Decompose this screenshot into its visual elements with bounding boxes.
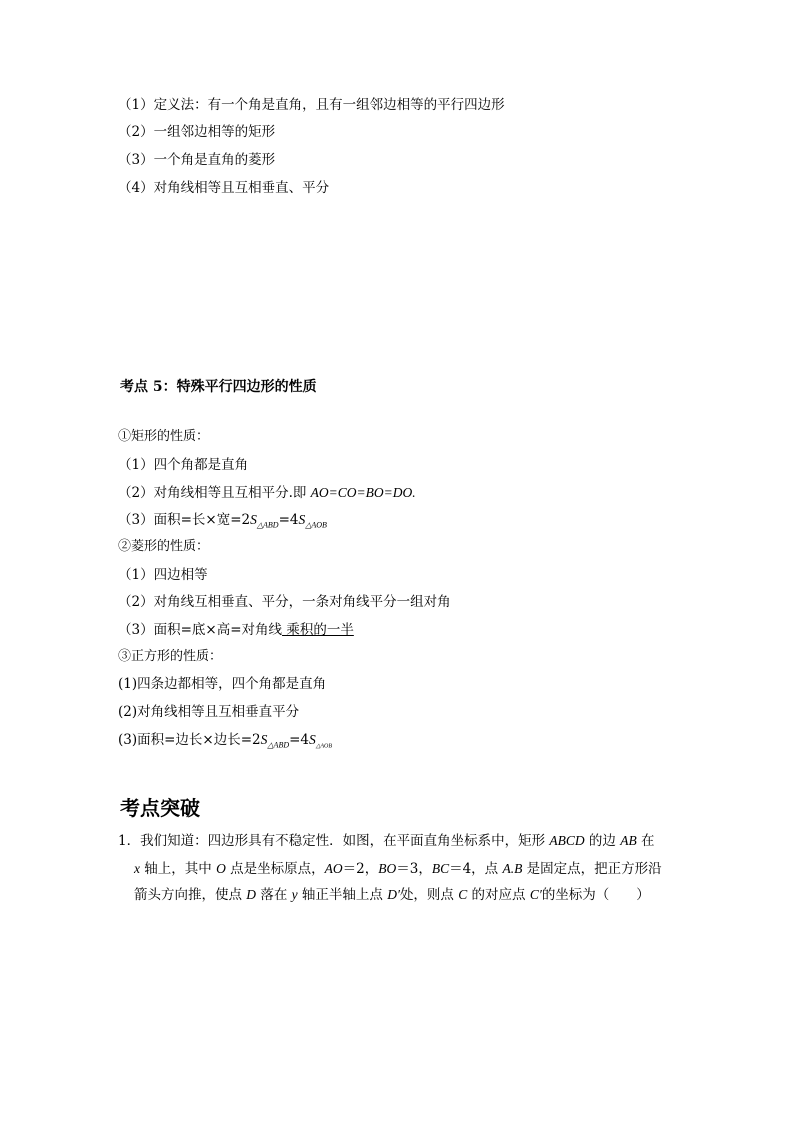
q1-math: ABCD	[549, 833, 585, 848]
rectangle-property-3	[118, 511, 327, 535]
q1-math: A.B	[502, 861, 523, 876]
q1-text: 落在	[256, 887, 292, 903]
section-title-kaodian5: 考点 5：特殊平行四边形的性质	[120, 379, 317, 395]
rhombus-property-1: （1）四边相等	[118, 567, 208, 583]
definition-item-3: （3）一个角是直角的菱形	[118, 152, 276, 168]
rectangle-heading: ①矩形的性质：	[118, 429, 210, 444]
q1-text: 的坐标为（ ）	[541, 887, 650, 903]
area-symbol: S	[298, 512, 306, 527]
rectangle-diagonal-equation: AO=CO=BO=DO.	[310, 485, 416, 500]
square-property-1: (1)四条边都相等，四个角都是直角	[118, 676, 327, 692]
definition-item-2: （2）一组邻边相等的矩形	[118, 124, 276, 140]
q1-text: 点是坐标原点，	[225, 861, 325, 877]
rhombus-area-text: （3）面积=底×高=对角线	[118, 622, 283, 638]
triangle-abd-subscript: △ABD	[256, 520, 279, 530]
question-1-line-1	[118, 832, 655, 850]
question-1-line-2	[134, 860, 662, 878]
q1-text: 是固定点，把正方形沿	[522, 861, 662, 877]
q1-text: 的边	[584, 833, 621, 849]
area-symbol: S	[250, 512, 257, 527]
q1-math: C	[458, 887, 468, 902]
q1-math: AO	[324, 861, 343, 876]
rectangle-property-2	[118, 484, 416, 502]
rhombus-property-3	[118, 621, 354, 639]
rhombus-heading: ②菱形的性质：	[118, 539, 210, 554]
area-symbol: S	[260, 732, 268, 747]
square-property-2: (2)对角线相等且互相垂直平分	[118, 704, 300, 720]
q1-math: O	[216, 861, 226, 876]
q1-text: 的对应点	[467, 887, 530, 903]
rectangle-area-text: （3）面积=长×宽=2	[118, 512, 251, 528]
q1-math: x	[134, 861, 140, 876]
area-factor: =4	[289, 732, 310, 748]
q1-text: 1．我们知道：四边形具有不稳定性．如图，在平面直角坐标系中，矩形	[118, 833, 550, 849]
rectangle-property-1: （1）四个角都是直角	[118, 457, 249, 473]
q1-math: BC	[431, 861, 450, 876]
q1-text: 在	[636, 833, 655, 849]
square-area-text: (3)面积=边长×边长=2	[118, 732, 261, 748]
q1-text: ＝4，点	[449, 861, 503, 877]
definition-item-1: （1）定义法：有一个角是直角，且有一组邻边相等的平行四边形	[118, 97, 505, 113]
q1-math: BO	[378, 861, 397, 876]
triangle-aob-subscript: △AOB	[305, 520, 327, 530]
rhombus-property-2: （2）对角线互相垂直、平分，一条对角线平分一组对角	[118, 594, 451, 610]
rhombus-area-underlined: 乘积的一半	[282, 622, 354, 638]
q1-text: ＝3，	[396, 861, 432, 877]
area-symbol: S	[309, 732, 316, 747]
triangle-abd-subscript: △ABD	[267, 740, 290, 750]
section-title-breakthrough: 考点突破	[120, 796, 200, 820]
question-1-line-3	[134, 886, 650, 904]
q1-text: 轴上，其中	[140, 861, 217, 877]
q1-text: 处，则点	[399, 887, 459, 903]
q1-text: 箭头方向推，使点	[134, 887, 247, 903]
square-heading: ③正方形的性质：	[118, 649, 223, 664]
q1-text: 轴正半轴上点	[297, 887, 388, 903]
area-factor: =4	[278, 512, 299, 528]
rectangle-property-2-text: （2）对角线相等且互相平分.即	[118, 485, 311, 501]
q1-text: ＝2，	[342, 861, 379, 877]
q1-math: AB	[620, 833, 637, 848]
q1-math: y	[291, 887, 298, 902]
q1-math: D	[246, 887, 257, 902]
triangle-aob-subscript: △AOB	[315, 743, 333, 750]
q1-math: D′	[387, 887, 400, 902]
q1-math: C′	[529, 887, 542, 902]
definition-item-4: （4）对角线相等且互相垂直、平分	[118, 180, 330, 196]
square-property-3	[118, 731, 332, 756]
